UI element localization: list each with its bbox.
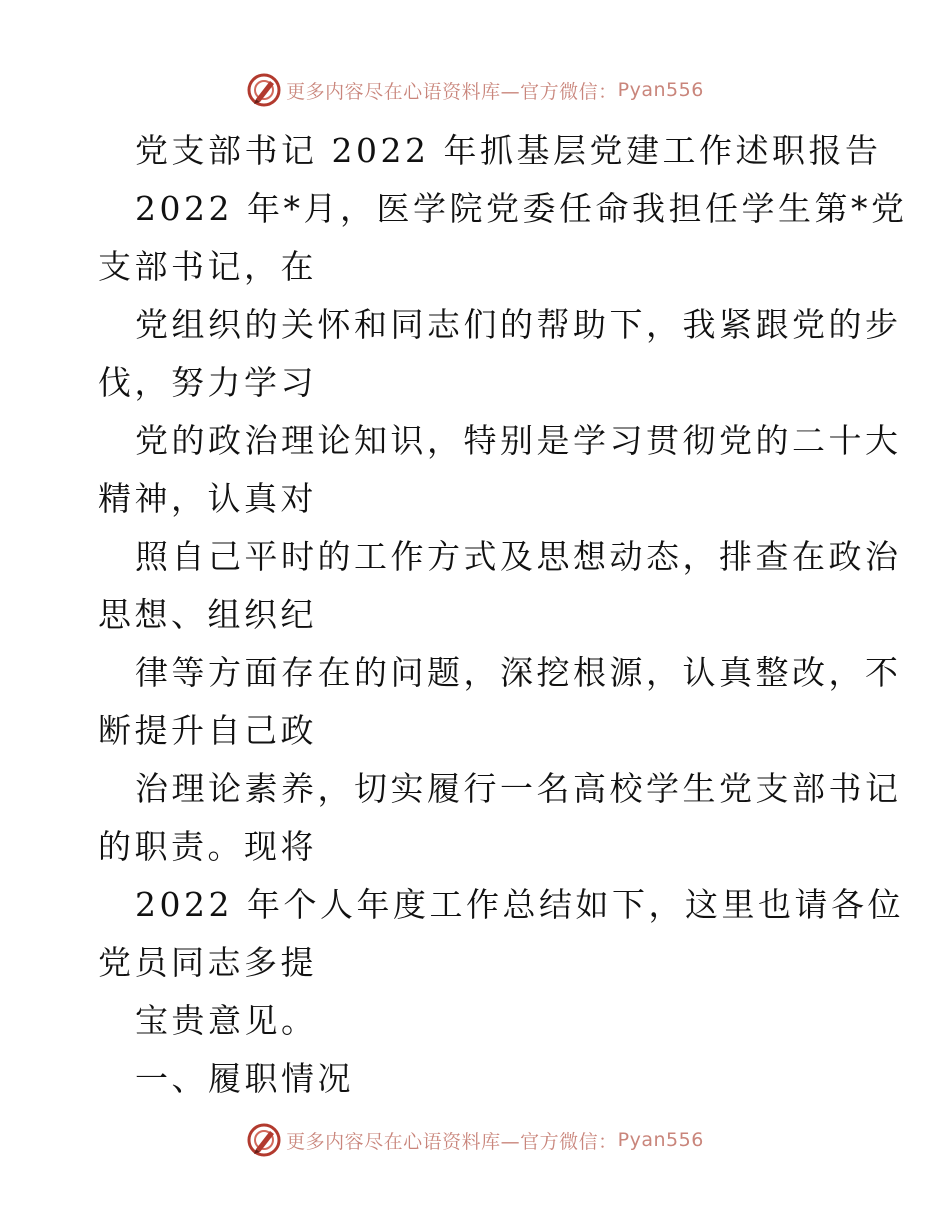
text-line: 伐，努力学习 (98, 363, 317, 402)
text-line: 照自己平时的工作方式及思想动态，排查在政治 (135, 537, 902, 576)
text-line: 2022 年个人年度工作总结如下，这里也请各位 (135, 885, 904, 924)
text-line: 断提升自己政 (98, 711, 317, 750)
banner-contact-id: Pyan556 (617, 1129, 704, 1151)
header-watermark-banner (0, 70, 950, 110)
text-line: 律等方面存在的问题，深挖根源，认真整改，不 (135, 653, 902, 692)
banner-text: 更多内容尽在心语资料库—官方微信： (286, 80, 618, 103)
text-line: 一、履职情况 (135, 1059, 354, 1098)
text-line: 宝贵意见。 (135, 1001, 318, 1040)
text-line: 党员同志多提 (98, 943, 317, 982)
banner-text: 更多内容尽在心语资料库—官方微信： (286, 1130, 618, 1153)
text-line: 思想、组织纪 (98, 595, 317, 634)
footer-watermark-banner (0, 1120, 950, 1160)
text-line: 支部书记，在 (98, 247, 317, 286)
text-line: 2022 年*月，医学院党委任命我担任学生第*党 (135, 189, 908, 228)
pen-circle-logo-icon (246, 1122, 282, 1158)
text-line: 精神，认真对 (98, 479, 317, 518)
pen-circle-logo-icon (246, 72, 282, 108)
text-line: 的职责。现将 (98, 827, 317, 866)
banner-contact-id: Pyan556 (617, 79, 704, 101)
document-body (98, 122, 908, 1108)
text-line: 党组织的关怀和同志们的帮助下，我紧跟党的步 (135, 305, 902, 344)
text-line: 党支部书记 2022 年抓基层党建工作述职报告 (135, 131, 882, 170)
text-line: 党的政治理论知识，特别是学习贯彻党的二十大 (135, 421, 902, 460)
text-line: 治理论素养，切实履行一名高校学生党支部书记 (135, 769, 902, 808)
